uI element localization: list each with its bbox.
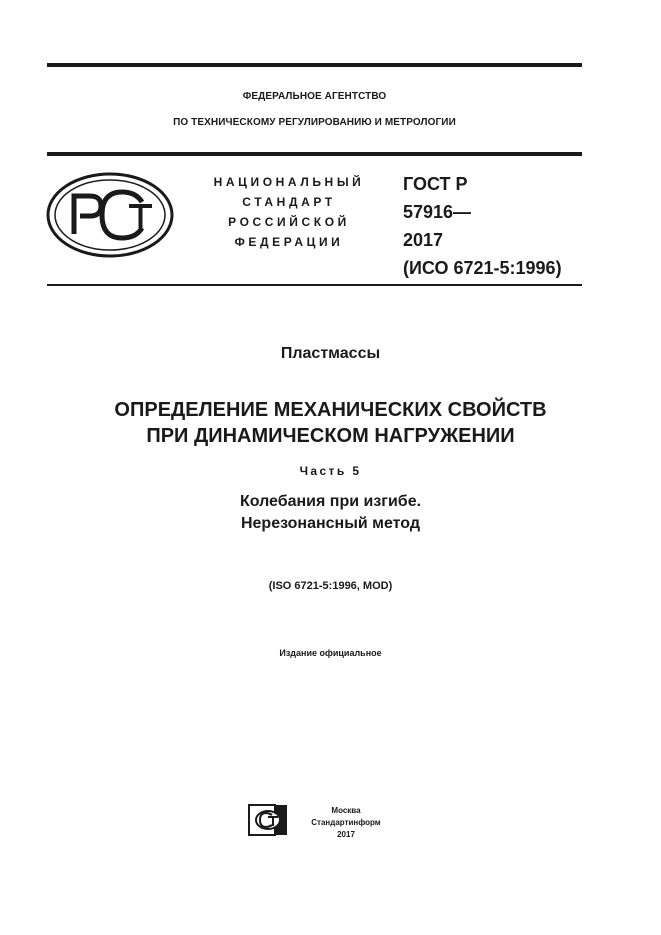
standartinform-logo-icon <box>248 804 288 836</box>
designation-line-4: (ИСО 6721-5:1996) <box>403 258 562 278</box>
document-subject: Пластмассы <box>280 345 381 362</box>
middle-rule <box>47 152 582 156</box>
edition-note: Издание официальное <box>279 648 382 658</box>
title-line-1: ОПРЕДЕЛЕНИЕ МЕХАНИЧЕСКИХ СВОЙСТВ <box>114 399 547 421</box>
agency-name-line2: ПО ТЕХНИЧЕСКОМУ РЕГУЛИРОВАНИЮ И МЕТРОЛОГИИ <box>173 117 456 128</box>
publisher-info <box>311 805 381 841</box>
national-standard-line-3: РОССИЙСКОЙ <box>228 215 350 229</box>
title-line-2: ПРИ ДИНАМИЧЕСКОМ НАГРУЖЕНИИ <box>146 425 515 447</box>
subtitle-line-2: Нерезонансный метод <box>240 515 421 532</box>
designation-line-2: 57916— <box>403 202 472 222</box>
national-standard-label <box>196 172 382 252</box>
publisher-year: 2017 <box>337 830 355 839</box>
bottom-rule <box>47 284 582 286</box>
top-rule <box>47 63 582 67</box>
agency-name-line1: ФЕДЕРАЛЬНОЕ АГЕНТСТВО <box>242 91 387 102</box>
designation-line-1: ГОСТ Р <box>403 174 468 194</box>
international-reference: (ISO 6721-5:1996, MOD) <box>268 580 393 592</box>
publisher-city: Москва <box>331 806 361 815</box>
document-subtitle <box>0 491 661 535</box>
document-title <box>0 397 661 449</box>
national-standard-line-4: ФЕДЕРАЦИИ <box>234 235 344 249</box>
rst-gost-emblem-icon <box>46 172 174 258</box>
standard-designation <box>403 170 562 282</box>
subtitle-line-1: Колебания при изгибе. <box>239 493 422 510</box>
national-standard-line-1: НАЦИОНАЛЬНЫЙ <box>213 175 365 189</box>
publisher-name: Стандартинформ <box>311 818 381 827</box>
part-number: Часть 5 <box>299 464 362 478</box>
national-standard-line-2: СТАНДАРТ <box>242 195 336 209</box>
designation-line-3: 2017 <box>403 230 444 250</box>
